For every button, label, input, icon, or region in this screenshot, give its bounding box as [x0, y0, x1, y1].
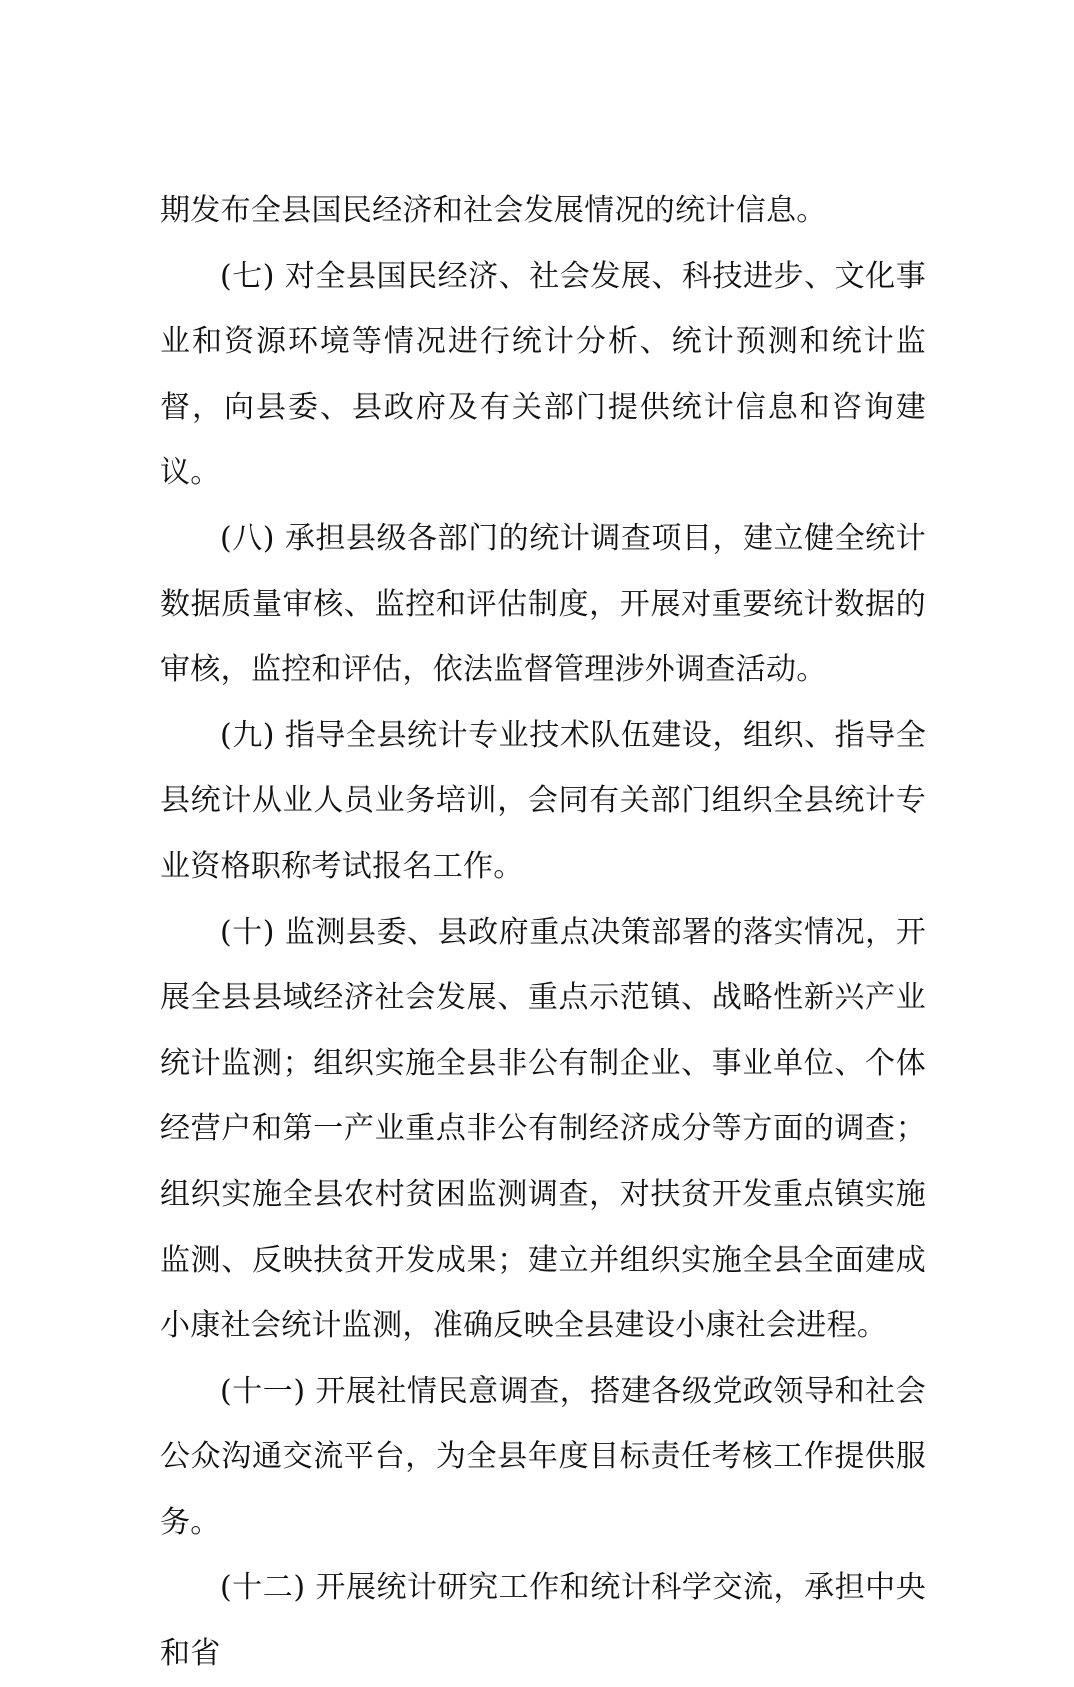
paragraph-item-10: (十) 监测县委、县政府重点决策部署的落实情况，开展全县县域经济社会发展、重点示范镇、战略性新兴产业统计监测；组织实施全县非公有制企业、事业单位、个体经营户和第一产业重点非公有制经济成分等方面的调查；组织实施全县农村贫困监测调查，对扶贫开发重点镇实施监测、反映扶贫开发成果；建立并组织实施全县全面建成小康社会统计监测，准确反映全县建设小康社会进程。 — [160, 914, 926, 1344]
paragraph-item-7: (七) 对全县国民经济、社会发展、科技进步、文化事业和资源环境等情况进行统计分析、统计预测和统计监督，向县委、县政府及有关部门提供统计信息和咨询建议。 — [160, 258, 926, 491]
paragraph-item-12: (十二) 开展统计研究工作和统计科学交流，承担中央和省 — [160, 1570, 926, 1672]
paragraph-item-11: (十一) 开展社情民意调查，搭建各级党政领导和社会公众沟通交流平台，为全县年度目标责任考核工作提供服务。 — [160, 1373, 926, 1540]
document-body — [160, 178, 926, 1687]
paragraph-item-8: (八) 承担县级各部门的统计调查项目，建立健全统计数据质量审核、监控和评估制度，开展对重要统计数据的审核，监控和评估，依法监督管理涉外调查活动。 — [160, 520, 926, 688]
paragraph-item-9: (九) 指导全县统计专业技术队伍建设，组织、指导全县统计从业人员业务培训，会同有关部门组织全县统计专业资格职称考试报名工作。 — [160, 717, 926, 884]
paragraph-continuation: 期发布全县国民经济和社会发展情况的统计信息。 — [160, 193, 827, 228]
